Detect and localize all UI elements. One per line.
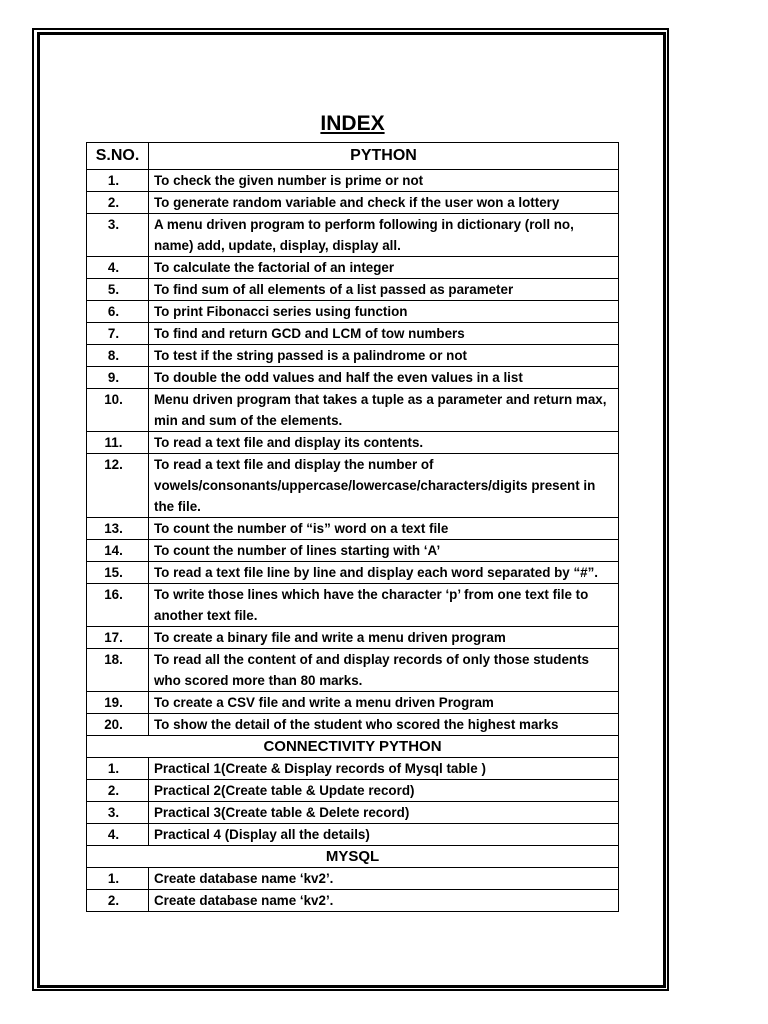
item-description: A menu driven program to perform following in dictionary (roll no, name) add, update, display, display all. [149,214,619,257]
serial-number: 11. [87,432,149,454]
serial-number: 1. [87,868,149,890]
table-row [87,758,619,780]
item-description: To double the odd values and half the even values in a list [149,367,619,389]
table-row [87,562,619,584]
mysql-section [87,868,619,912]
serial-number: 18. [87,649,149,692]
serial-number: 2. [87,192,149,214]
table-row [87,301,619,323]
serial-number: 20. [87,714,149,736]
table-row [87,540,619,562]
serial-number: 4. [87,257,149,279]
table-row [87,714,619,736]
item-description: To create a binary file and write a menu driven program [149,627,619,649]
table-row [87,257,619,279]
index-table [86,142,619,912]
python-header: PYTHON [149,143,619,170]
item-description: Practical 1(Create & Display records of Mysql table ) [149,758,619,780]
item-description: To read a text file and display the number of vowels/consonants/uppercase/lowercase/characters/digits present in the file. [149,454,619,518]
mysql-heading: MYSQL [87,846,619,868]
table-header-row [87,143,619,170]
serial-number: 8. [87,345,149,367]
item-description: To print Fibonacci series using function [149,301,619,323]
section-heading-row [87,736,619,758]
serial-number: 19. [87,692,149,714]
serial-number: 4. [87,824,149,846]
serial-number: 16. [87,584,149,627]
item-description: Create database name ‘kv2’. [149,868,619,890]
item-description: Practical 4 (Display all the details) [149,824,619,846]
item-description: Practical 3(Create table & Delete record) [149,802,619,824]
table-row [87,692,619,714]
item-description: To find and return GCD and LCM of tow numbers [149,323,619,345]
serial-number: 1. [87,170,149,192]
table-row [87,367,619,389]
item-description: Create database name ‘kv2’. [149,890,619,912]
item-description: To find sum of all elements of a list passed as parameter [149,279,619,301]
item-description: To count the number of “is” word on a text file [149,518,619,540]
serial-number: 12. [87,454,149,518]
connectivity-section [87,758,619,846]
serial-number: 17. [87,627,149,649]
index-title: INDEX [320,112,385,135]
item-description: To count the number of lines starting with ‘A’ [149,540,619,562]
table-row [87,192,619,214]
table-row [87,214,619,257]
serial-number: 5. [87,279,149,301]
item-description: Practical 2(Create table & Update record) [149,780,619,802]
serial-number: 10. [87,389,149,432]
serial-number: 9. [87,367,149,389]
table-row [87,868,619,890]
serial-number: 3. [87,214,149,257]
table-row [87,170,619,192]
item-description: To read all the content of and display records of only those students who scored more than 80 marks. [149,649,619,692]
section-heading-row [87,846,619,868]
table-row [87,802,619,824]
table-row [87,780,619,802]
item-description: To show the detail of the student who scored the highest marks [149,714,619,736]
serial-number: 13. [87,518,149,540]
table-row [87,279,619,301]
table-row [87,627,619,649]
serial-number: 1. [87,758,149,780]
serial-number: 15. [87,562,149,584]
table-row [87,584,619,627]
table-row [87,649,619,692]
item-description: To read a text file line by line and display each word separated by “#”. [149,562,619,584]
table-row [87,454,619,518]
serial-number: 14. [87,540,149,562]
item-description: To generate random variable and check if the user won a lottery [149,192,619,214]
item-description: To test if the string passed is a palindrome or not [149,345,619,367]
item-description: To calculate the factorial of an integer [149,257,619,279]
table-row [87,432,619,454]
table-row [87,518,619,540]
item-description: To check the given number is prime or not [149,170,619,192]
item-description: To create a CSV file and write a menu driven Program [149,692,619,714]
table-row [87,389,619,432]
item-description: Menu driven program that takes a tuple as a parameter and return max, min and sum of the elements. [149,389,619,432]
item-description: To write those lines which have the character ‘p’ from one text file to another text file. [149,584,619,627]
serial-number: 6. [87,301,149,323]
serial-number: 2. [87,890,149,912]
connectivity-heading: CONNECTIVITY PYTHON [87,736,619,758]
table-row [87,345,619,367]
python-section [87,170,619,736]
table-row [87,890,619,912]
table-row [87,824,619,846]
mysql-heading-section [87,846,619,868]
table-row [87,323,619,345]
serial-number: 7. [87,323,149,345]
serial-number: 2. [87,780,149,802]
serial-number: 3. [87,802,149,824]
item-description: To read a text file and display its contents. [149,432,619,454]
connectivity-heading-section [87,736,619,758]
sno-header: S.NO. [87,143,149,170]
